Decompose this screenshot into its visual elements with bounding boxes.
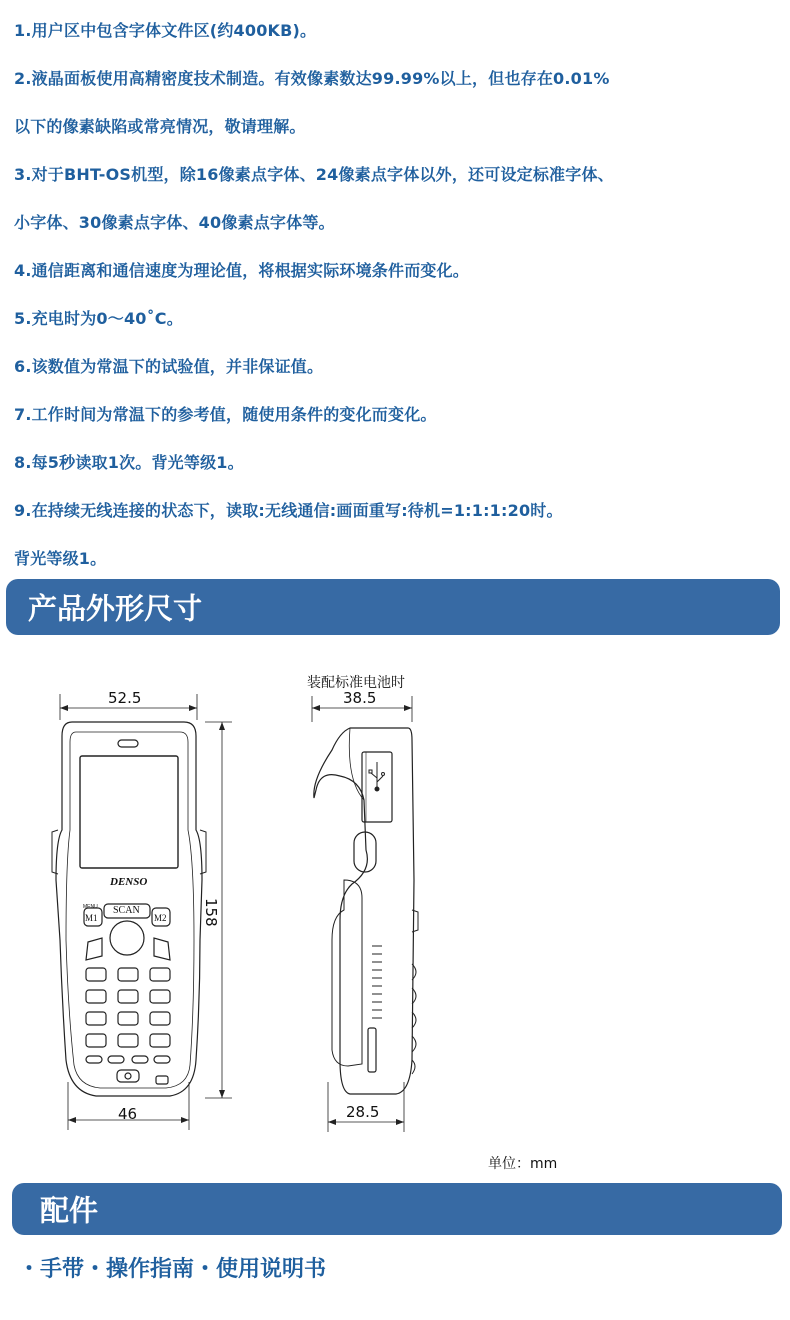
note-8: 8.每5秒读取1次。背光等级1。 — [14, 453, 244, 472]
side-view-caption: 装配标准电池时 — [307, 675, 405, 691]
note-5: 5.充电时为0～40˚C。 — [14, 309, 183, 328]
note-2: 2.液晶面板使用高精密度技术制造。有效像素数达99.99%以上，但也存在0.01% — [14, 69, 610, 88]
note-1: 1.用户区中包含字体文件区(约400KB)。 — [14, 21, 317, 40]
note-3: 3.对于BHT-OS机型，除16像素点字体、24像素点字体以外，还可设定标准字体、 — [14, 165, 614, 184]
note-7: 7.工作时间为常温下的参考值，随使用条件的变化而变化。 — [14, 405, 437, 424]
usb-icon — [369, 762, 385, 791]
note-2-cont: 以下的像素缺陷或常亮情况，敬请理解。 — [14, 117, 306, 136]
side-bottom-width-label: 28.5 — [346, 1103, 380, 1121]
note-6: 6.该数值为常温下的试验值，并非保证值。 — [14, 357, 324, 376]
scan-key-label: SCAN — [113, 905, 140, 916]
note-4: 4.通信距离和通信速度为理论值，将根据实际环境条件而变化。 — [14, 261, 470, 280]
section-banner-dimensions — [6, 579, 780, 635]
side-top-width-label: 38.5 — [343, 689, 377, 707]
brand-logo: DENSO — [110, 876, 148, 888]
note-9: 9.在持续无线连接的状态下，读取:无线通信:画面重写:待机=1:1:1:20时。 — [14, 501, 563, 520]
note-9-cont: 背光等级1。 — [14, 549, 107, 568]
section-banner-accessories — [12, 1183, 782, 1235]
height-label: 158 — [202, 898, 220, 927]
m1-key-label: M1 — [85, 913, 98, 923]
section-title-accessories: 配件 — [40, 1193, 99, 1228]
side-view — [312, 696, 418, 1132]
menu-key-label: MENU — [83, 904, 98, 910]
note-3-cont: 小字体、30像素点字体、40像素点字体等。 — [14, 213, 335, 232]
m2-key-label: M2 — [154, 913, 167, 923]
front-top-width-label: 52.5 — [108, 689, 142, 707]
unit-label: 单位：mm — [488, 1156, 558, 1172]
accessories-list: ・手带・操作指南・使用说明书 — [18, 1257, 327, 1282]
section-title-dimensions: 产品外形尺寸 — [28, 591, 203, 626]
front-bottom-width-label: 46 — [118, 1105, 138, 1123]
